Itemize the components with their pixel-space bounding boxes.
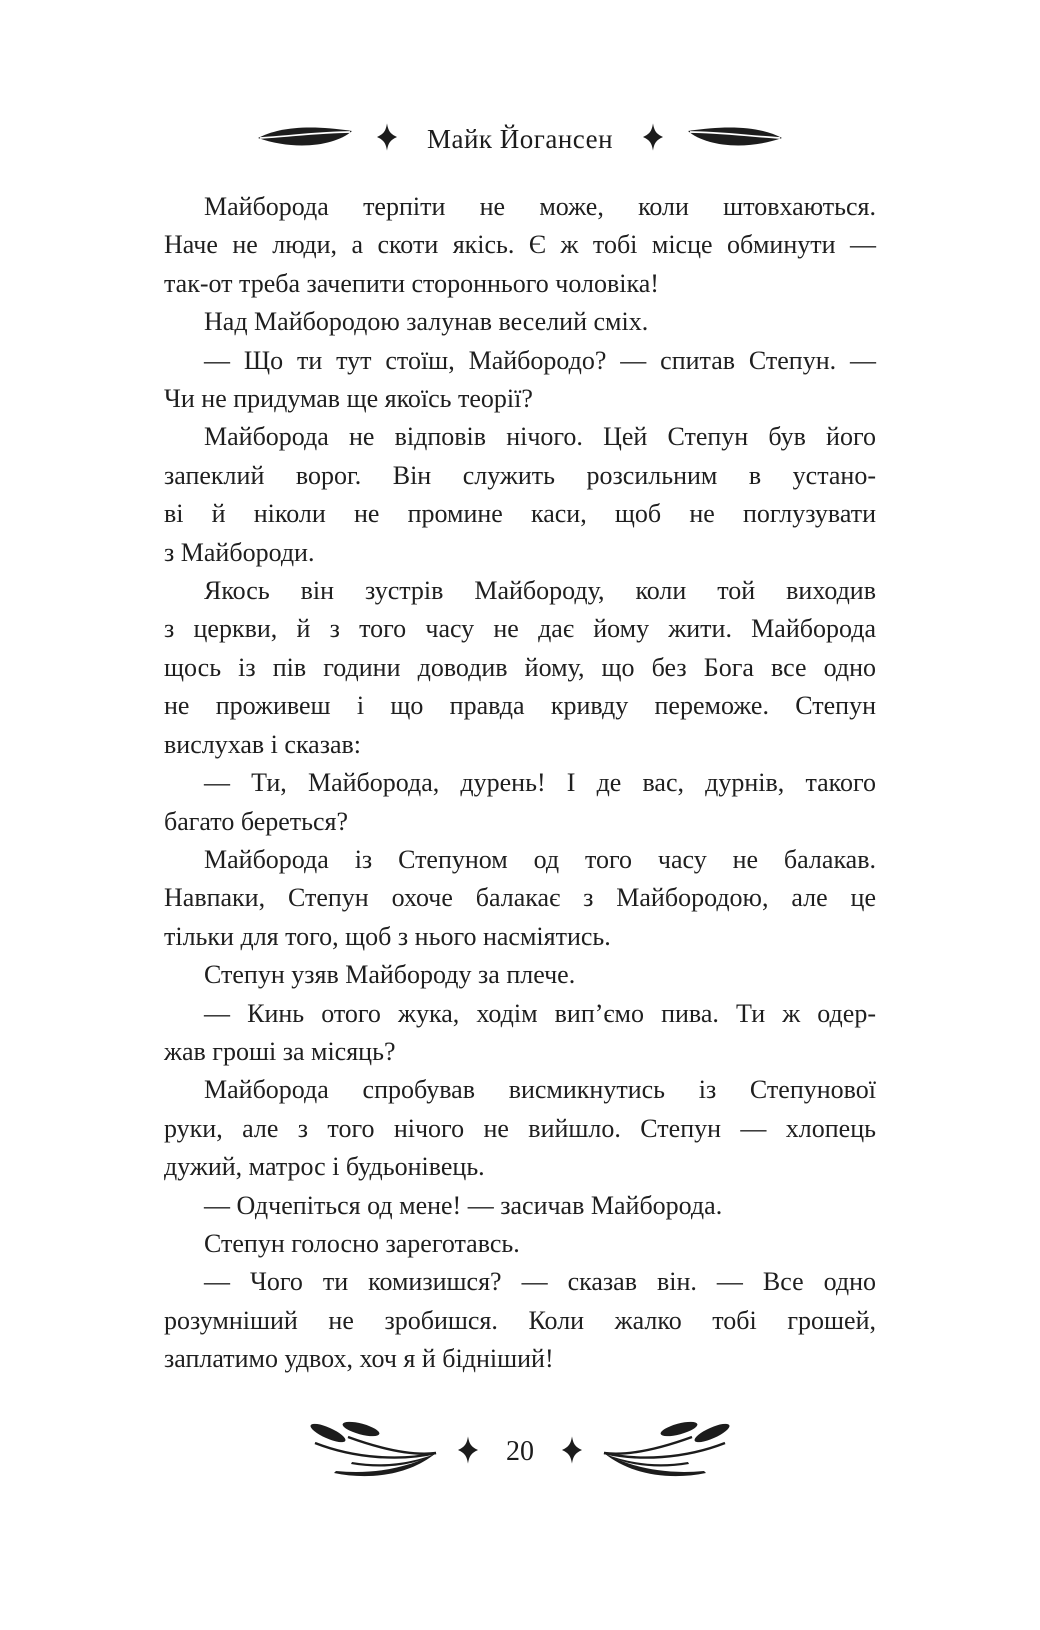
text-line: Над Майбородою залунав веселий сміх. xyxy=(204,307,649,337)
diamond-star-icon xyxy=(562,1436,582,1469)
text-line: ві й ніколи не промине каси, щоб не поглузувати xyxy=(164,499,876,529)
text-line: так-от треба зачепити стороннього чоловіка! xyxy=(164,268,659,298)
paragraph xyxy=(164,1187,876,1225)
paragraph xyxy=(164,764,876,841)
paragraph xyxy=(164,1071,876,1186)
text-line: з Майбороди. xyxy=(164,537,315,567)
diamond-star-icon xyxy=(643,123,663,156)
paragraph xyxy=(164,956,876,994)
text-line: Степун узяв Майбороду за плече. xyxy=(204,960,576,990)
paragraph xyxy=(164,418,876,572)
text-line: Майборода спробував висмикнутись із Степунової xyxy=(204,1075,876,1105)
paragraph xyxy=(164,303,876,341)
text-line: багато береться? xyxy=(164,806,349,836)
author-name: Майк Йогансен xyxy=(426,123,614,154)
text-line: жав гроші за місяць? xyxy=(164,1036,396,1066)
paragraph xyxy=(164,572,876,764)
text-line: Степун голосно зареготавсь. xyxy=(204,1228,520,1258)
diamond-star-icon xyxy=(458,1436,478,1469)
text-line: заплатимо удвох, хоч я й бідніший! xyxy=(164,1344,554,1374)
text-line: з церкви, й з того часу не дає йому жити. Майборода xyxy=(164,614,876,644)
text-line: Майборода із Степуном од того часу не балакав. xyxy=(204,844,876,874)
text-line: — Ти, Майборода, дурень! І де вас, дурнів, такого xyxy=(204,768,876,798)
page-body xyxy=(164,188,876,1379)
cattail-reeds-right-icon xyxy=(602,1419,734,1486)
paragraph xyxy=(164,841,876,956)
paragraph xyxy=(164,1225,876,1263)
running-head xyxy=(0,116,1040,162)
cattail-reeds-left-icon xyxy=(306,1419,438,1486)
text-line: Навпаки, Степун охоче балакає з Майбородою, але це xyxy=(164,883,876,913)
page-footer xyxy=(0,1412,1040,1492)
leaf-flourish-right-icon xyxy=(687,123,783,156)
text-line: дужий, матрос і будьонівець. xyxy=(164,1152,485,1182)
paragraph xyxy=(164,342,876,419)
text-line: розумніший не зробишся. Коли жалко тобі грошей, xyxy=(164,1305,876,1335)
text-line: Чи не придумав ще якоїсь теорії? xyxy=(164,384,533,414)
text-line: запеклий ворог. Він служить розсильним в устано- xyxy=(164,460,876,490)
text-line: Майборода не відповів нічого. Цей Степун був його xyxy=(204,422,876,452)
text-line: — Кинь отого жука, ходім вип’ємо пива. Ти ж одер- xyxy=(204,998,876,1028)
text-line: Майборода терпіти не може, коли штовхаються. xyxy=(204,192,876,221)
text-line: вислухав і сказав: xyxy=(164,729,362,759)
text-line: руки, але з того нічого не вийшло. Степун — хлопець xyxy=(164,1113,876,1143)
paragraph xyxy=(164,188,876,303)
text-line: — Чого ти комизишся? — сказав він. — Все одно xyxy=(204,1267,876,1297)
text-line: — Що ти тут стоїш, Майбородо? — спитав Степун. — xyxy=(204,345,876,375)
text-line: — Одчепіться од мене! — засичав Майборода. xyxy=(204,1190,723,1220)
text-line: щось із пів години доводив йому, що без Бога все одно xyxy=(164,652,876,682)
paragraph xyxy=(164,995,876,1072)
text-line: Якось він зустрів Майбороду, коли той виходив xyxy=(204,576,876,606)
text-line: Наче не люди, а скоти якісь. Є ж тобі місце обминути — xyxy=(164,230,876,260)
diamond-star-icon xyxy=(377,123,397,156)
text-line: не проживеш і що правда кривду переможе. Степун xyxy=(164,691,876,721)
text-line: тільки для того, щоб з нього насміятись. xyxy=(164,921,611,951)
paragraph xyxy=(164,1263,876,1378)
leaf-flourish-left-icon xyxy=(257,123,353,156)
page-number: 20 xyxy=(506,1436,534,1467)
